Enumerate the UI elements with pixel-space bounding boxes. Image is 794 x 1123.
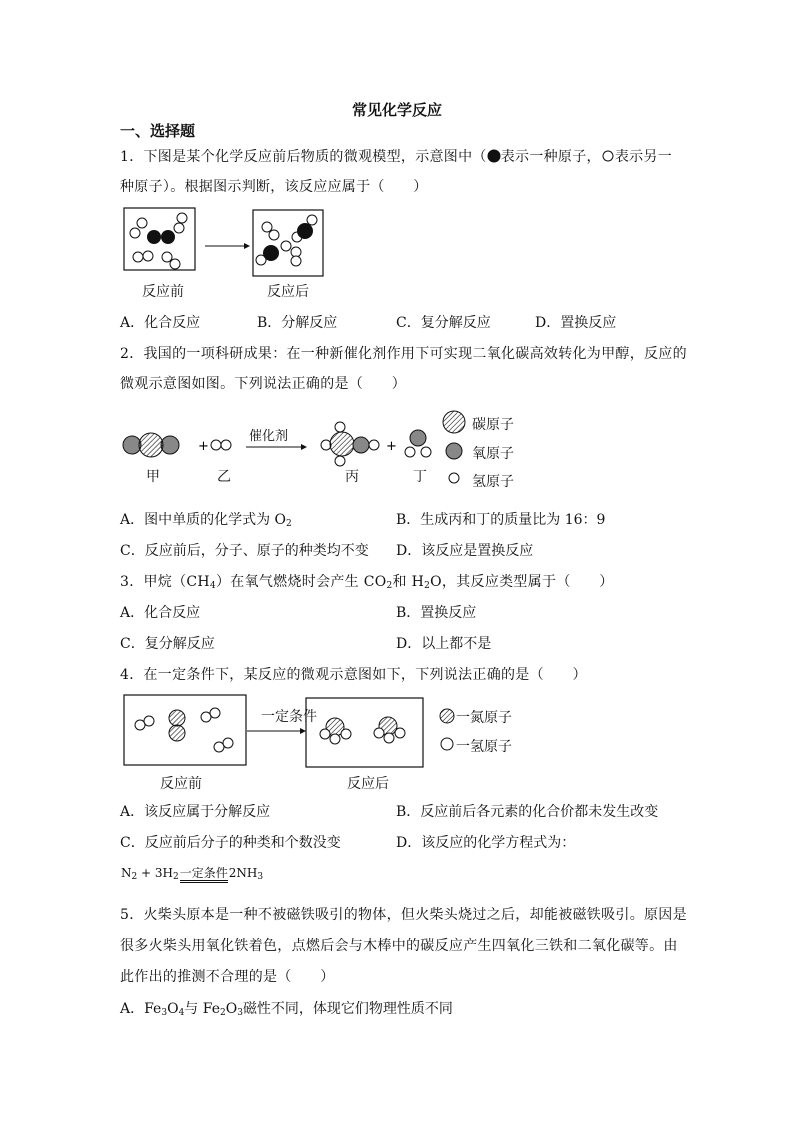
q4-option-a[interactable]: A．该反应属于分解反应 bbox=[120, 804, 271, 820]
q2-catalyst-label: 催化剂 bbox=[249, 429, 289, 444]
q4-reaction-diagram bbox=[120, 692, 540, 772]
page-title: 常见化学反应 bbox=[351, 101, 442, 119]
q4-label-after: 反应后 bbox=[347, 776, 389, 792]
q1-stem-line2: 种原子）。根据图示判断，该反应应属于（ ） bbox=[120, 179, 428, 195]
q3-option-b[interactable]: B．置换反应 bbox=[396, 605, 477, 621]
q4-option-c[interactable]: C．反应前后分子的种类和个数没变 bbox=[120, 835, 341, 851]
q2-option-d[interactable]: D．该反应是置换反应 bbox=[396, 543, 534, 559]
oxygen-atom-icon bbox=[446, 443, 462, 459]
q5-stem-line3: 此作出的推测不合理的是（ ） bbox=[120, 969, 335, 985]
q1-reaction-diagram bbox=[120, 205, 330, 280]
q2-name-bing: 丙 bbox=[345, 469, 359, 485]
q4-option-d[interactable]: D．该反应的化学方程式为： bbox=[396, 835, 576, 851]
q3-option-d[interactable]: D．以上都不是 bbox=[396, 636, 492, 652]
q1-text-a: 1．下图是某个化学反应前后物质的微观模型，示意图中（ bbox=[120, 149, 487, 165]
q2-plus-1: + bbox=[198, 439, 209, 454]
q2-legend-hydrogen: 氢原子 bbox=[472, 474, 514, 490]
q1-text-b: 表示一种原子， bbox=[500, 149, 601, 165]
q3-option-c[interactable]: C．复分解反应 bbox=[120, 636, 215, 652]
q1-option-a[interactable]: A．化合反应 bbox=[120, 315, 201, 331]
q2-stem-line1: 2．我国的一项科研成果：在一种新催化剂作用下可实现二氧化碳高效转化为甲醇，反应的 bbox=[120, 346, 687, 362]
q2-option-c[interactable]: C．反应前后，分子、原子的种类均不变 bbox=[120, 543, 369, 559]
q3-option-a[interactable]: A．化合反应 bbox=[120, 605, 201, 621]
q4-condition-label: 一定条件 bbox=[261, 709, 317, 725]
hydrogen-atom-icon bbox=[441, 738, 453, 750]
q4-equation: $N_2 + 3H_2$一定条件$2NH_3$ bbox=[121, 866, 264, 882]
q4-legend-nitrogen: 一氮原子 bbox=[456, 710, 512, 726]
black-atom-icon bbox=[487, 149, 501, 163]
q2-name-yi: 乙 bbox=[217, 469, 231, 485]
q4-equation-condition: 一定条件 bbox=[180, 867, 228, 883]
q2-option-b[interactable]: B．生成丙和丁的质量比为 16：9 bbox=[396, 512, 606, 528]
hydrogen-atom-icon bbox=[449, 473, 459, 483]
carbon-atom-icon bbox=[443, 411, 465, 433]
q4-option-b[interactable]: B．反应前后各元素的化合价都未发生改变 bbox=[396, 804, 659, 820]
q1-option-b[interactable]: B．分解反应 bbox=[257, 315, 338, 331]
q2-option-a[interactable]: A．图中单质的化学式为 $O_2$ bbox=[120, 512, 292, 529]
q2-stem-line2: 微观示意图如图。下列说法正确的是（ ） bbox=[120, 376, 406, 392]
q2-name-ding: 丁 bbox=[413, 469, 427, 485]
q5-stem-line1: 5．火柴头原本是一种不被磁铁吸引的物体，但火柴头烧过之后，却能被磁铁吸引。原因是 bbox=[120, 907, 687, 923]
q2-legend-carbon: 碳原子 bbox=[472, 417, 514, 433]
q4-stem: 4．在一定条件下，某反应的微观示意图如下，下列说法正确的是（ ） bbox=[120, 667, 587, 683]
q1-text-c: 表示另一 bbox=[614, 149, 673, 165]
q4-before-box bbox=[124, 695, 246, 765]
white-atom-icon bbox=[601, 149, 615, 163]
q3-stem: 3．甲烷$(CH_4)$在氧气燃烧时会产生 $CO_2$和 $H_2O$，其反应类型属于（ ） bbox=[120, 574, 614, 591]
q1-option-c[interactable]: C．复分解反应 bbox=[396, 315, 491, 331]
q2-name-jia: 甲 bbox=[146, 469, 160, 485]
section-heading: 一、选择题 bbox=[120, 122, 196, 140]
q2-plus-2: + bbox=[386, 439, 397, 454]
q4-label-before: 反应前 bbox=[160, 776, 202, 792]
q1-option-d[interactable]: D．置换反应 bbox=[535, 315, 617, 331]
q1-stem-line1 bbox=[120, 146, 672, 166]
q5-stem-line2: 很多火柴头用氧化铁着色，点燃后会与木棒中的碳反应产生四氧化三铁和二氧化碳等。由 bbox=[120, 938, 678, 954]
q4-legend-hydrogen: 一氢原子 bbox=[456, 739, 512, 755]
q1-label-after: 反应后 bbox=[267, 284, 309, 300]
q5-option-a[interactable]: A．$Fe_3O_4$与 $Fe_2O_3$磁性不同，体现它们物理性质不同 bbox=[120, 1001, 453, 1018]
nitrogen-atom-icon bbox=[440, 709, 454, 723]
q2-legend-oxygen: 氧原子 bbox=[472, 446, 514, 462]
q1-label-before: 反应前 bbox=[142, 284, 184, 300]
